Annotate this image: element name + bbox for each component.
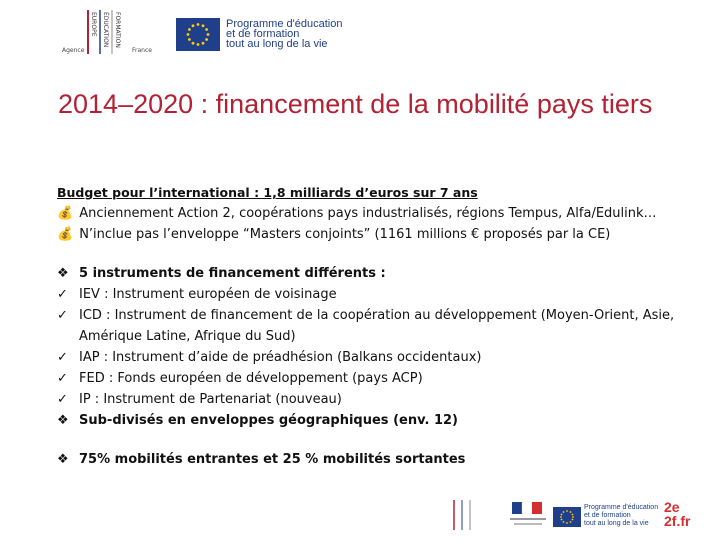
instrument-item [57,347,697,368]
republique-francaise-logo [506,500,550,530]
instrument-text: IAP : Instrument d’aide de préadhésion (Balkans occidentaux) [79,350,482,365]
e2f-line-2: 2f.fr [664,513,691,529]
footer-programme-line-3: tout au long de la vie [584,520,649,527]
instrument-item [57,305,697,347]
agency-word-education: ÉDUCATION [102,12,109,48]
check-bullet-icon: ✓ [57,350,68,365]
diamond-bullet-icon: ❖ [57,266,69,281]
final-point-text: 75% mobilités entrantes et 25 % mobilités sortantes [79,452,466,467]
footer-agency-logo [432,498,494,532]
instrument-text: FED : Fonds européen de développement (pays ACP) [79,371,423,386]
instrument-item [57,368,697,389]
check-bullet-icon: ✓ [57,308,68,323]
programme-line-3: tout au long de la vie [226,38,328,50]
footer-programme-label [584,504,658,528]
instrument-text: 5 instruments de financement différents : [79,266,386,281]
agency-word-formation: FORMATION [114,12,121,48]
2e2f-logo [664,500,690,528]
budget-heading: Budget pour l’international : 1,8 milliards d’euros sur 7 ans [57,185,478,200]
final-point [57,449,697,470]
money-bag-icon: 💰 [57,227,74,242]
programme-line-2: et de formation [226,28,300,40]
check-bullet-icon: ✓ [57,392,68,407]
budget-item-text: N’inclue pas l’enveloppe “Masters conjoints” (1161 millions € proposés par la CE) [79,227,611,242]
check-bullet-icon: ✓ [57,371,68,386]
budget-item [57,224,697,245]
agency-label-agence: Agence [62,47,85,54]
programme-line-1: Programme d'éducation [226,18,343,30]
instrument-text: IP : Instrument de Partenariat (nouveau) [79,392,342,407]
programme-lifelong-learning-label [226,19,396,49]
instrument-item [57,284,697,305]
instrument-item [57,410,697,431]
instrument-item [57,389,697,410]
eu-flag-icon [176,18,220,51]
slide-body [57,182,697,470]
footer-eu-flag-icon [553,507,581,527]
e2f-line-1: 2e [664,499,680,515]
budget-item-text: Anciennement Action 2, coopérations pays industrialisés, régions Tempus, Alfa/Edulink… [79,206,657,221]
slide-title: 2014–2020 : financement de la mobilité pays tiers [58,89,653,119]
money-bag-icon: 💰 [57,206,74,221]
instrument-item [57,263,697,284]
instrument-text: ICD : Instrument de financement de la coopération au développement (Moyen-Orient, Asie, Amérique Latine, Afrique du Sud) [79,308,675,344]
diamond-bullet-icon: ❖ [57,452,69,467]
agency-label-france: France [132,47,152,54]
diamond-bullet-icon: ❖ [57,413,69,428]
check-bullet-icon: ✓ [57,287,68,302]
footer-programme-line-1: Programme d'éducation [584,504,659,511]
instrument-text: IEV : Instrument européen de voisinage [79,287,337,302]
instrument-text: Sub-divisés en enveloppes géographiques (env. 12) [79,413,458,428]
agency-word-europe: EUROPE [90,12,97,37]
footer-programme-line-2: et de formation [584,512,631,519]
budget-item [57,203,697,224]
